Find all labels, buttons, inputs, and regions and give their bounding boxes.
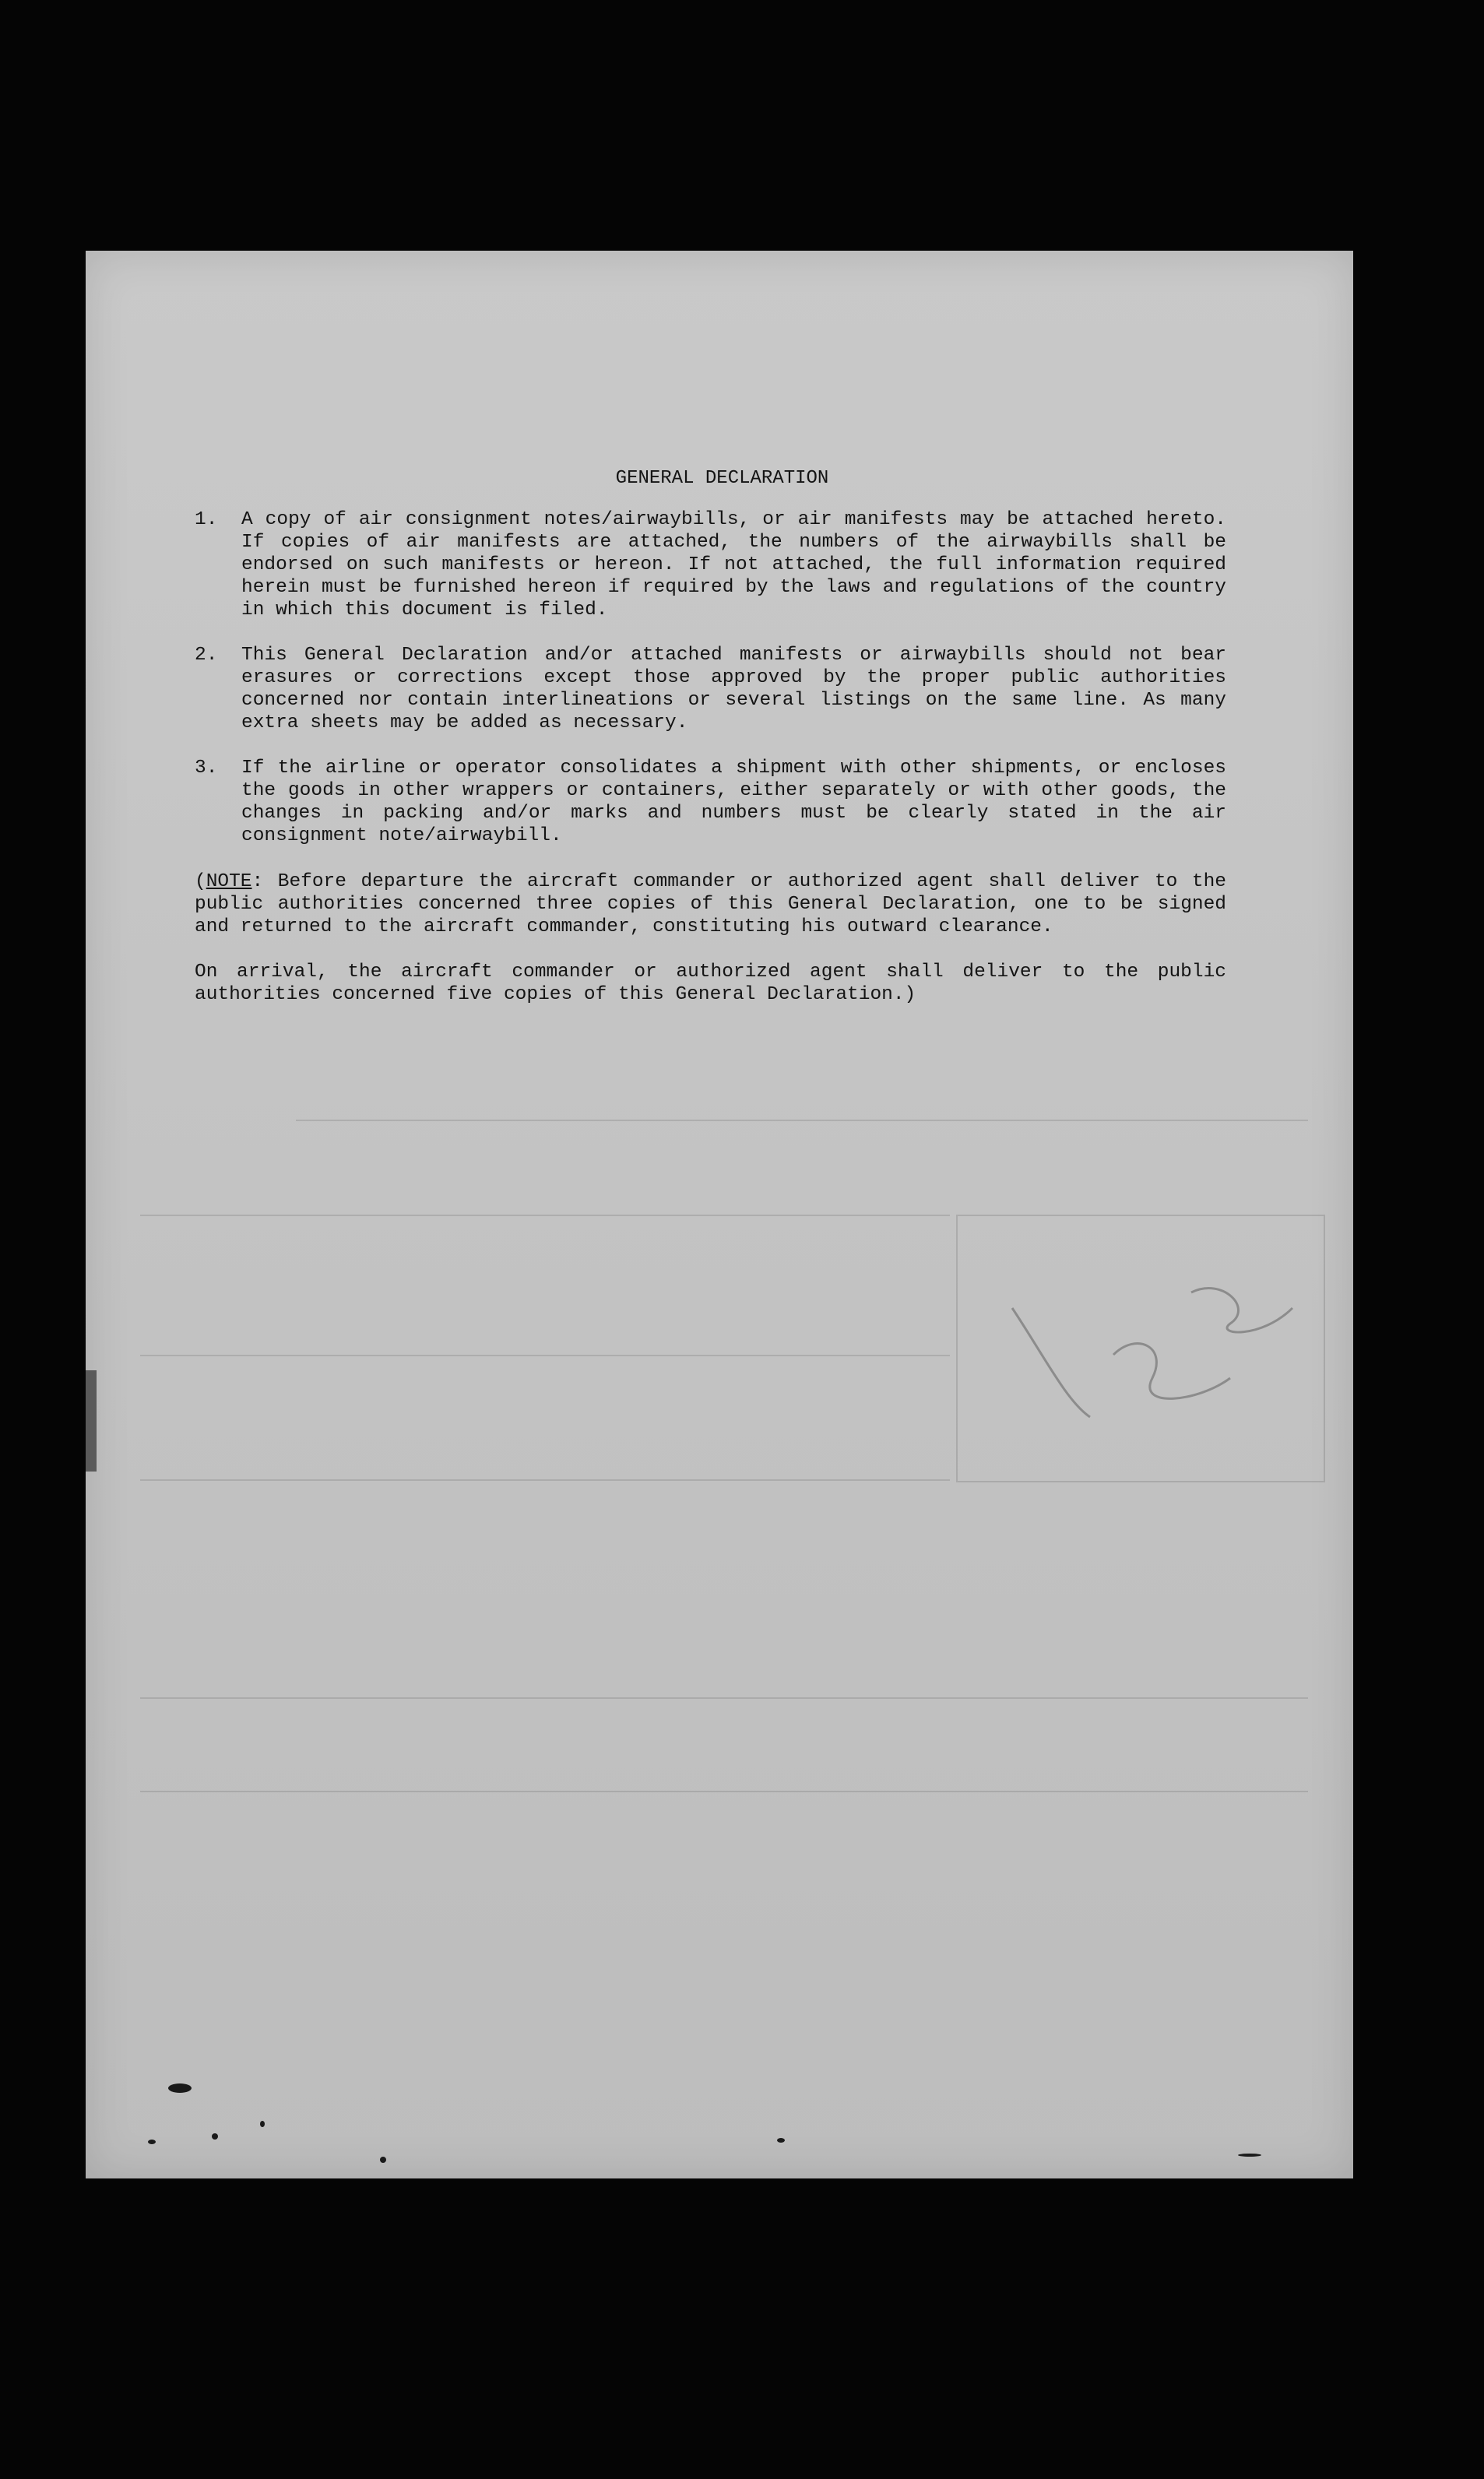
ink-speck: [380, 2157, 386, 2163]
ink-speck: [1238, 2154, 1261, 2157]
bleed-through-handwriting: [997, 1261, 1324, 1433]
note-paragraph: [195, 870, 1226, 938]
note-label: NOTE: [206, 871, 252, 892]
list-item-text: A copy of air consignment notes/airwaybills, or air manifests may be attached hereto. If copies of air manifests are attached, the numbers of the airwaybills shall be endorsed on such manifests or hereon. If not attached, the full information required herein must be furnished hereon if required by the laws and regulations of the country in which this document is filed.: [241, 509, 1226, 621]
arrival-paragraph: On arrival, the aircraft commander or authorized agent shall deliver to the public authorities concerned five copies of this General Declaration.): [195, 962, 1226, 1005]
list-item-number: 3.: [195, 758, 218, 779]
list-item: [195, 644, 1226, 734]
bleed-through-line: [296, 1120, 1308, 1121]
bleed-through-line: [140, 1697, 1308, 1699]
list-item-text: This General Declaration and/or attached manifests or airwaybills should not bear erasures or corrections except those approved by the proper public authorities concerned nor contain interlineations or several listings on the same line. As many extra sheets may be added as necessary.: [241, 645, 1226, 733]
list-item-number: 2.: [195, 645, 218, 666]
ink-speck: [148, 2140, 156, 2144]
document-body: [195, 467, 1226, 1006]
note-text: : Before departure the aircraft commander or authorized agent shall deliver to the public authorities concerned three copies of this General Declaration, one to be signed and returned to the aircraft commander, constituting his outward clearance.: [195, 871, 1226, 937]
ink-speck: [212, 2133, 218, 2140]
list-item-number: 1.: [195, 509, 218, 530]
document-title: GENERAL DECLARATION: [615, 468, 829, 489]
ink-speck: [260, 2121, 265, 2127]
bleed-through-line: [140, 1479, 950, 1481]
bleed-through-line: [140, 1355, 950, 1356]
list-item: [195, 757, 1226, 847]
bleed-through-line: [140, 1215, 950, 1216]
note-open-paren: (: [195, 871, 206, 892]
bleed-through-line: [140, 1791, 1308, 1792]
page-edge-shadow: [86, 1370, 97, 1472]
list-item: [195, 508, 1226, 621]
list-item-text: If the airline or operator consolidates a shipment with other shipments, or encloses the goods in other wrappers or containers, either separately or with other goods, the changes in packing and/or marks and numbers must be clearly stated in the air consignment note/airwaybill.: [241, 758, 1226, 846]
ink-speck: [168, 2083, 192, 2093]
ink-speck: [777, 2138, 785, 2143]
